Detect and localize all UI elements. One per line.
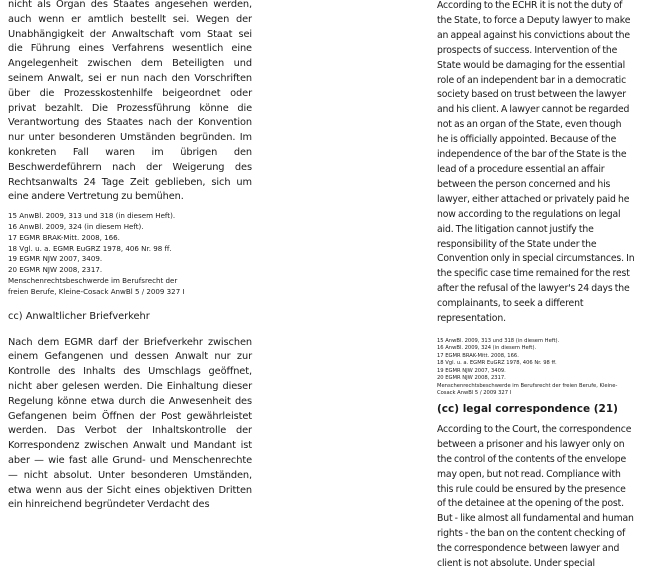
text-line: not as an organ of the State, even though (437, 119, 622, 131)
text-line: lead of a procedure essential an affair (437, 163, 605, 175)
text-line: this rule could be ensured by the presence (437, 483, 626, 495)
text-line: But - like almost all fundamental and human (437, 513, 634, 525)
german-footnotes (8, 211, 252, 297)
footnote-line: 19 EGMR NJW 2007, 3409. (437, 367, 506, 374)
english-column (437, 0, 652, 572)
text-line: State would be damaging for the essential (437, 59, 626, 71)
footnote-line: 20 EGMR NJW 2008, 2317. (437, 375, 506, 382)
footnote-line: freien Berufe, Kleine-Cosack AnwBl 5 / 2009 327 I (8, 286, 185, 296)
text-line: rights - the ban on the content checking of (437, 528, 626, 540)
footnote-line: 16 AnwBl. 2009, 324 (in diesem Heft). (437, 345, 537, 352)
german-paragraph-1: nicht als Organ des Staates angesehen werden, auch wenn er amtlich bestellt sei. Wegen der Unabhängigkeit der Anwaltschaft vom Staat sei die Führung eines Verfahrens wesentlich eine Angelegenheit zwischen dem Beteiligten und seinem Anwalt, sei er nun nach den Vorschriften über die Prozesskostenhilfe beigeordnet oder privat bezahlt. Die Prozessführung könne die Verantwortung des Staates nach der Konvention nur unter besonderen Umständen begründen. Im konkreten Fall waren im übrigen den Beschwerdeführern nach der Weigerung des Rechtsanwalts 24 Tage Zeit geblieben, sich um eine andere Vertretung zu bemühen. (8, 0, 252, 203)
footnote-line: 17 EGMR BRAK-Mitt. 2008, 166. (437, 352, 519, 359)
text-line: society based on trust between the lawyer (437, 89, 626, 101)
text-line: complainants, to seek a different (437, 298, 584, 310)
footnote-line: 16 AnwBl. 2009, 324 (in diesem Heft). (8, 221, 144, 231)
text-line: aid. The litigation cannot justify the (437, 223, 594, 235)
text-line: lawyer, either attached or privately paid he (437, 193, 630, 205)
footnote-line: 17 EGMR BRAK-Mitt. 2008, 166. (8, 232, 120, 242)
text-line: According to the ECHR it is not the duty of (437, 0, 623, 11)
english-footnotes (437, 338, 652, 398)
text-line: an appeal against his convictions about the (437, 29, 630, 41)
text-line: the correspondence between lawyer and (437, 543, 620, 555)
text-line: of the detainee at the opening of the post. (437, 498, 624, 510)
text-line: the specific case time remained for the rest (437, 268, 630, 280)
text-line: between a prisoner and his lawyer only on (437, 438, 625, 450)
footnote-line: 15 AnwBl. 2009, 313 und 318 (in diesem Heft). (8, 211, 176, 221)
text-line: role of an independent bar in a democratic (437, 74, 627, 86)
text-line: independence of the bar of the State is the (437, 149, 627, 161)
text-line: prospects of success. Intervention of the (437, 44, 618, 56)
footnote-line: 15 AnwBl. 2009, 313 und 318 (in diesem Heft). (437, 337, 560, 344)
text-line: the control of the contents of the envelope (437, 453, 627, 465)
footnote-line: 19 EGMR NJW 2007, 3409. (8, 254, 103, 264)
english-paragraph-2 (437, 423, 652, 572)
footnote-line: Cosack AnwBl 5 / 2009 327 I (437, 390, 512, 397)
text-line: According to the Court, the correspondence (437, 423, 632, 435)
text-line: responsibility of the State under the (437, 238, 597, 250)
text-line: client is not absolute. Under special (437, 558, 595, 570)
text-line: after the refusal of the lawyer's 24 days the (437, 283, 630, 295)
german-column (8, 0, 252, 513)
text-line: between the person concerned and his (437, 178, 611, 190)
footnote-line: 18 Vgl. u. a. EGMR EuGRZ 1978, 406 Nr. 98 ff. (437, 360, 557, 367)
german-section-heading: cc) Anwaltlicher Briefverkehr (8, 310, 150, 322)
footnote-line: Menschenrechtsbeschwerde im Berufsrecht der (8, 275, 178, 285)
text-line: and his client. A lawyer cannot be regarded (437, 104, 630, 116)
english-section-heading: (cc) legal correspondence (21) (437, 402, 618, 415)
footnote-line: 20 EGMR NJW 2008, 2317. (8, 265, 103, 275)
footnote-line: 18 Vgl. u. a. EGMR EuGRZ 1978, 406 Nr. 98 ff. (8, 243, 172, 253)
text-line: may open, but not read. Compliance with (437, 468, 621, 480)
footnote-line: Menschenrechtsbeschwerde im Berufsrecht der freien Berufe, Kleine- (437, 382, 618, 389)
text-line: he is officially appointed. Because of the (437, 134, 617, 146)
text-line: Convention only in special circumstances. In (437, 253, 635, 265)
text-line: the State, to force a Deputy lawyer to make (437, 14, 631, 26)
text-line: representation. (437, 313, 506, 325)
german-paragraph-2: Nach dem EGMR darf der Briefverkehr zwischen einem Gefangenen und dessen Anwalt nur zur Kontrolle des Inhalts des Umschlags geöffnet, nicht aber gelesen werden. Die Einhaltung dieser Regelung könne etwa durch die Anwesenheit des Gefangenen beim Öffnen der Post gewährleistet werden. Das Verbot der Inhaltskontrolle der Korrespondenz zwischen Anwalt und Mandant ist aber — wie fast alle Grund- und Menschenrechte — nicht absolut. Unter besonderen Umständen, etwa wenn aus der Sicht eines objektiven Dritten ein hinreichend begründeter Verdacht des (8, 336, 252, 511)
english-paragraph-1 (437, 0, 652, 327)
text-line: now according to the regulations on legal (437, 208, 621, 220)
